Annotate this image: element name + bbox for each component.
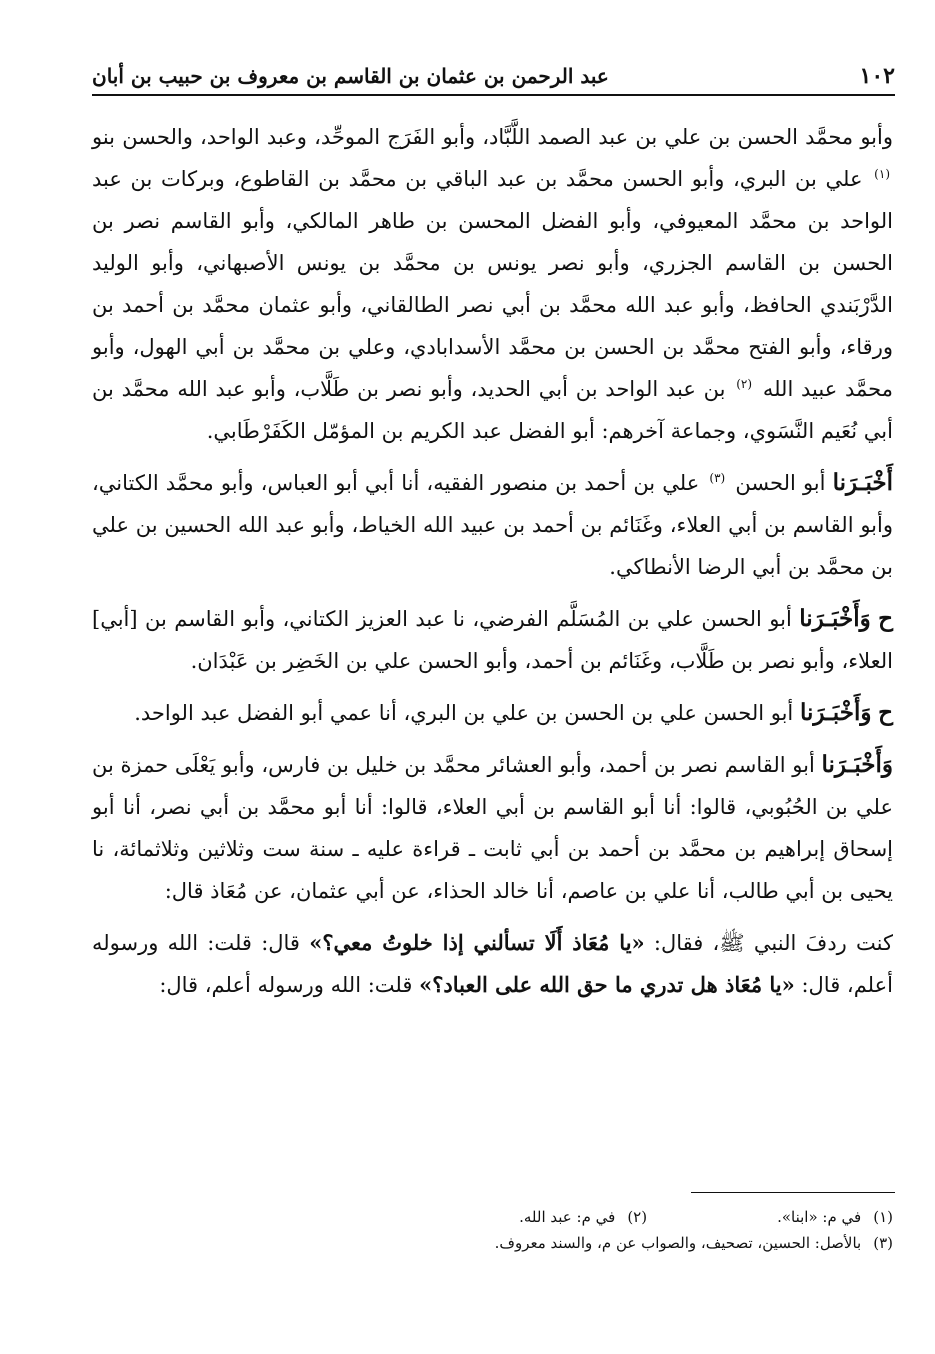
paragraph-isnad-2: ح وَأَخْبَـرَنا أبو الحسن علي بن المُسَلَّم الفرضي، نا عبد العزيز الكتاني، وأبو القاسم بن [أبي] العلاء، وأبو نصر بن طَلَّاب، وغَنَائم بن أحمد، وأبو الحسن علي بن الخَضِر بن عَبْدَان. [92,605,893,673]
main-text [92,116,893,1016]
keyword-wa-akhbarana: وَأَخْبَـرَنا [799,699,872,726]
paragraph-isnad-4: وَأَخْبَـرَنا أبو القاسم نصر بن أحمد، وأبو العشائر محمَّد بن خليل بن فارس، وأبو يَعْلَى حمزة بن علي بن الحُبُوبي، قالوا: أنا أبو القاسم بن أبي العلاء، قالوا: أنا أبو محمَّد بن أبي نصر، أنا أبو إسحاق إبراهيم بن محمَّد بن أحمد بن أبي ثابت ـ قراءة عليه ـ سنة ست وثلاثين وثلاثمائة، نا يحيى بن أبي طالب، أنا علي بن عاصم، أنا خالد الحذاء، عن أبي عثمان، عن مُعَاذ قال: [92,751,893,903]
paragraph-hadith: كنت ردفَ النبي ﷺ، فقال: «يا مُعَاذ أَلَا تسألني إذا خلوتُ معي؟» قال: قلت: الله ورسوله أعلم، قال: «يا مُعَاذ هل تدري ما حق الله على العباد؟» قلت: الله ورسوله أعلم، قال: [92,930,893,997]
footnote-row [92,1230,893,1256]
footnote-ref-1[interactable]: (١) [874,167,890,181]
paragraph-narrators: وأبو محمَّد الحسن بن علي بن عبد الصمد اللَّبَّاد، وأبو الفَرَج الموحِّد، وعبد الواحد، والحسن بنو $^{(١)}$ علي بن البري، وأبو الحسن محمَّد بن عبد الباقي بن محمَّد بن القاطوع، وبركات بن عبد الواحد بن محمَّد المعيوفي، وأبو الفضل المحسن بن طاهر المالكي، وأبو القاسم نصر بن الحسن بن القاسم الجزري، وأبو نصر يونس بن محمَّد بن يونس الأصبهاني، وأبو الوليد الدَّرْبَندي الحافظ، وأبو عبد الله محمَّد بن أبي نصر الطالقاني، وأبو عثمان محمَّد بن أحمد بن ورقاء، وأبو الفتح محمَّد بن الحسن بن محمَّد الأسدابادي، وعلي بن محمَّد بن أبي الهول، وأبو محمَّد عبيد الله $^{(٢)}$ بن عبد الواحد بن أبي الحديد، وأبو نصر بن طَلَّاب، وأبو عبد الله محمَّد بن أبي نُعَيم النَّسَوي، وجماعة آخرهم: أبو الفضل عبد الكريم بن المؤمّل الكَفَرْطَابي. [92,125,893,443]
keyword-wa-akhbarana: وَأَخْبَـرَنا [799,605,871,632]
footnotes [92,1204,893,1256]
running-header [92,58,895,94]
keyword-wa-akhbarana: وَأَخْبَـرَنا [821,751,893,778]
keyword-akhbarana: أَخْبَـرَنا [832,469,893,496]
footnote-3: (٣)بالأصل: الحسين، تصحيف، والصواب عن م، والسند معروف. [494,1234,893,1252]
footnote-ref-2[interactable]: (٢) [736,377,753,391]
tahwil-mark: ح [878,605,893,632]
page-number: ١٠٢ [859,63,895,89]
running-title: عبد الرحمن بن عثمان بن القاسم بن معروف بن حبيب بن أبان [92,64,609,88]
footnote-rule [691,1192,895,1193]
hadith-quote-2: «يا مُعَاذ هل تدري ما حق الله على العباد؟» [419,972,795,997]
paragraph-isnad-3: ح وَأَخْبَـرَنا أبو الحسن علي بن الحسن بن علي بن البري، أنا عمي أبو الفضل عبد الواحد. [134,699,893,726]
tahwil-mark: ح [878,699,893,726]
footnote-ref-3[interactable]: (٣) [709,471,726,485]
header-rule [92,94,895,96]
footnote-row [92,1204,893,1230]
paragraph-isnad-1: أَخْبَـرَنا أبو الحسن $^{(٣)}$ علي بن أحمد بن منصور الفقيه، أنا أبي أبو العباس، وأبو محمَّد الكتاني، وأبو القاسم بن أبي العلاء، وغَنَائم بن أحمد بن عبيد الله الخياط، وأبو عبد الله الحسين بن علي بن محمَّد بن أبي الرضا الأنطاكي. [92,469,893,579]
footnote-2: (٢)في م: عبد الله. [519,1208,648,1226]
hadith-quote-1: «يا مُعَاذ أَلَا تسألني إذا خلوتُ معي؟» [309,930,645,955]
footnote-1: (١)في م: «ابنا». [777,1208,893,1226]
